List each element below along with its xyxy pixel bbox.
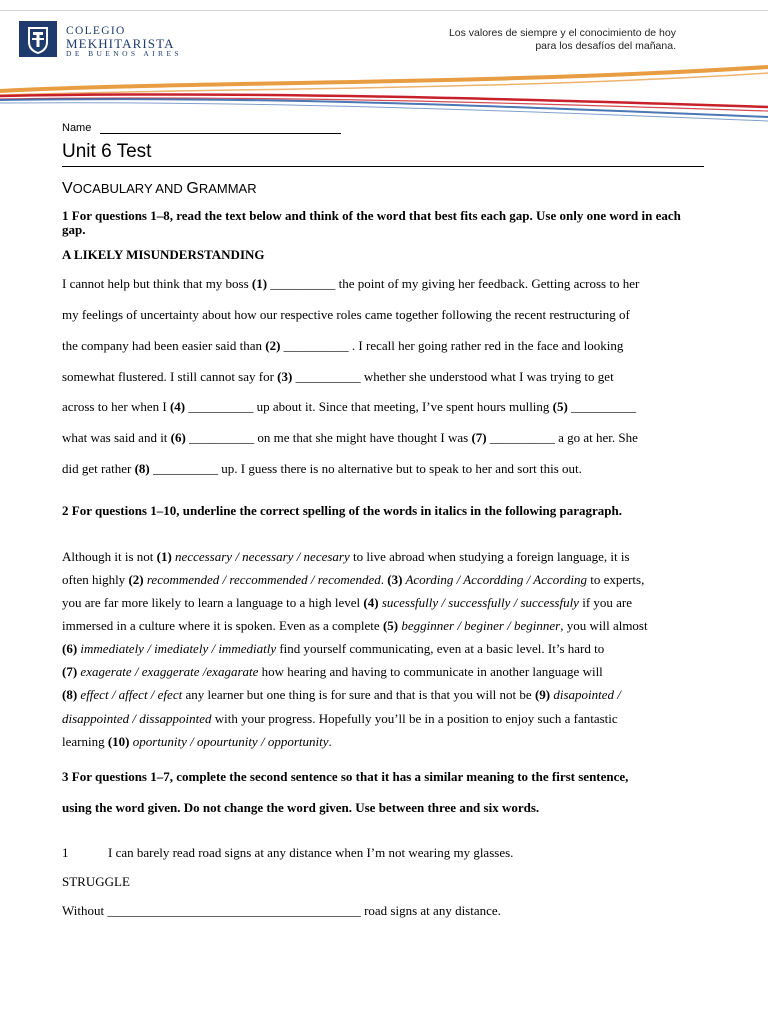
passage-line bbox=[62, 338, 722, 354]
paragraph-line bbox=[62, 687, 722, 703]
gap-number: (4) bbox=[169, 399, 186, 414]
text: across to her when I bbox=[62, 399, 170, 414]
spelling-options: Acording / Accordding / According bbox=[402, 572, 587, 587]
text: to live abroad when studying a foreign language, it is bbox=[349, 549, 630, 564]
gap-number: (7) bbox=[471, 430, 487, 445]
paragraph-line bbox=[62, 572, 722, 588]
gap-number: (6) bbox=[170, 430, 186, 445]
passage-line bbox=[62, 276, 722, 292]
paragraph-line bbox=[62, 549, 722, 565]
section-heading-rest1: OCABULARY AND bbox=[72, 181, 187, 196]
text: any learner but one thing is for sure and that is that you will not be bbox=[182, 687, 535, 702]
text: __________ on me that she might have thought I was bbox=[185, 430, 472, 445]
text: somewhat flustered. I still cannot say for bbox=[62, 369, 278, 384]
item-number: (10) bbox=[107, 734, 130, 749]
text: you are far more likely to learn a language to a high level bbox=[62, 595, 364, 610]
q3-instructions-line2: using the word given. Do not change the word given. Use between three and six words. bbox=[62, 800, 540, 815]
key-word: STRUGGLE bbox=[62, 874, 130, 889]
text: , you will almost bbox=[560, 618, 648, 633]
school-crest-icon bbox=[18, 20, 58, 58]
item-number: (3) bbox=[387, 572, 403, 587]
motto-line2: para los desafíos del mañana. bbox=[535, 40, 676, 52]
section-heading-cap2: G bbox=[186, 180, 199, 197]
text: Although it is not bbox=[62, 549, 157, 564]
q3-instructions-line1: 3 For questions 1–7, complete the second sentence so that it has a similar meaning to the first sentence, bbox=[62, 769, 629, 784]
school-name-line1: COLEGIO bbox=[66, 25, 126, 37]
school-name-line3: DE BUENOS AIRES bbox=[66, 49, 183, 58]
text: __________ bbox=[567, 399, 637, 414]
text: __________ . I recall her going rather red in the face and looking bbox=[280, 338, 624, 353]
title-rule bbox=[62, 166, 704, 167]
text: learning bbox=[62, 734, 108, 749]
paragraph-line bbox=[62, 618, 722, 634]
item-number: (8) bbox=[62, 687, 78, 702]
paragraph-line bbox=[62, 641, 722, 657]
text: __________ up. I guess there is no alternative but to speak to her and sort this out. bbox=[149, 461, 582, 476]
text: my feelings of uncertainty about how our respective roles came together following the recent restructuring of bbox=[62, 307, 630, 322]
spelling-options: begginner / beginer / beginner bbox=[398, 618, 561, 633]
text: . bbox=[328, 734, 332, 749]
text: __________ up about it. Since that meeting, I’ve spent hours mulling bbox=[185, 399, 553, 414]
paragraph-line bbox=[62, 595, 722, 611]
school-motto bbox=[380, 27, 676, 53]
gap-number: (5) bbox=[552, 399, 568, 414]
paragraph-line bbox=[62, 664, 722, 680]
name-label: Name bbox=[62, 122, 92, 134]
text: if you are bbox=[578, 595, 633, 610]
gap-number: (2) bbox=[265, 338, 281, 353]
text: find yourself communicating, even at a basic level. It’s hard to bbox=[276, 641, 605, 656]
school-name-line2: MEKHITARISTA bbox=[66, 36, 175, 51]
gap-number: (3) bbox=[277, 369, 293, 384]
motto-line1: Los valores de siempre y el conocimiento de hoy bbox=[448, 27, 676, 39]
gap-number: (1) bbox=[251, 276, 268, 291]
text: __________ a go at her. She bbox=[486, 430, 638, 445]
passage-line bbox=[62, 430, 722, 446]
text: immersed in a culture where it is spoken. Even as a complete bbox=[62, 618, 383, 633]
paragraph-line bbox=[62, 734, 722, 750]
text: __________ the point of my giving her feedback. Getting across to her bbox=[267, 276, 640, 291]
item-number: (1) bbox=[156, 549, 172, 564]
section-heading-cap1: V bbox=[62, 180, 73, 197]
spelling-options: neccessary / necessary / necesary bbox=[171, 549, 350, 564]
name-field-line bbox=[100, 133, 341, 134]
item-number: (5) bbox=[382, 618, 399, 633]
spelling-options: sucessfully / successfully / successfuly bbox=[378, 595, 579, 610]
section-heading bbox=[62, 180, 257, 198]
spelling-options: effect / affect / efect bbox=[77, 687, 183, 702]
spelling-options: disappointed / dissappointed bbox=[62, 711, 212, 726]
item-number: (7) bbox=[62, 664, 78, 679]
item-number: 1 bbox=[62, 845, 69, 860]
top-rule bbox=[0, 10, 768, 11]
text: the company had been easier said than bbox=[62, 338, 266, 353]
passage-line bbox=[62, 307, 722, 323]
text: I cannot help but think that my boss bbox=[62, 276, 252, 291]
item-number: (6) bbox=[62, 641, 78, 656]
passage-line bbox=[62, 369, 722, 385]
gap-number: (8) bbox=[134, 461, 150, 476]
header-swoosh-decoration bbox=[0, 55, 768, 125]
spelling-options: exagerate / exaggerate /exagarate bbox=[77, 664, 259, 679]
answer-line: Without _______________________________________ road signs at any distance. bbox=[62, 903, 501, 918]
spelling-options: recommended / reccommended / recomended bbox=[143, 572, 381, 587]
spelling-options: disapointed / bbox=[550, 687, 621, 702]
text: __________ whether she understood what I was trying to get bbox=[292, 369, 614, 384]
text: did get rather bbox=[62, 461, 135, 476]
page-title: Unit 6 Test bbox=[62, 141, 152, 162]
text: how hearing and having to communicate in another language will bbox=[258, 664, 603, 679]
item-number: (2) bbox=[128, 572, 144, 587]
text: what was said and it bbox=[62, 430, 171, 445]
text: to experts, bbox=[586, 572, 645, 587]
paragraph-line bbox=[62, 711, 722, 727]
item-sentence: I can barely read road signs at any distance when I’m not wearing my glasses. bbox=[108, 845, 514, 860]
section-heading-rest2: RAMMAR bbox=[198, 181, 257, 196]
item-number: (9) bbox=[534, 687, 551, 702]
spelling-options: immediately / imediately / immediatly bbox=[77, 641, 277, 656]
item-number: (4) bbox=[363, 595, 379, 610]
passage-title: A LIKELY MISUNDERSTANDING bbox=[62, 247, 265, 262]
q1-instructions: 1 For questions 1–8, read the text below and think of the word that best fits each gap. Use only one word in each gap. bbox=[62, 208, 681, 237]
q2-instructions: 2 For questions 1–10, underline the correct spelling of the words in italics in the following paragraph. bbox=[62, 503, 622, 518]
text: often highly bbox=[62, 572, 129, 587]
spelling-options: oportunity / opourtunity / opportunity bbox=[129, 734, 329, 749]
passage-line bbox=[62, 399, 722, 415]
text: . bbox=[380, 572, 388, 587]
text: with your progress. Hopefully you’ll be in a position to enjoy such a fantastic bbox=[211, 711, 618, 726]
passage-line bbox=[62, 461, 722, 477]
